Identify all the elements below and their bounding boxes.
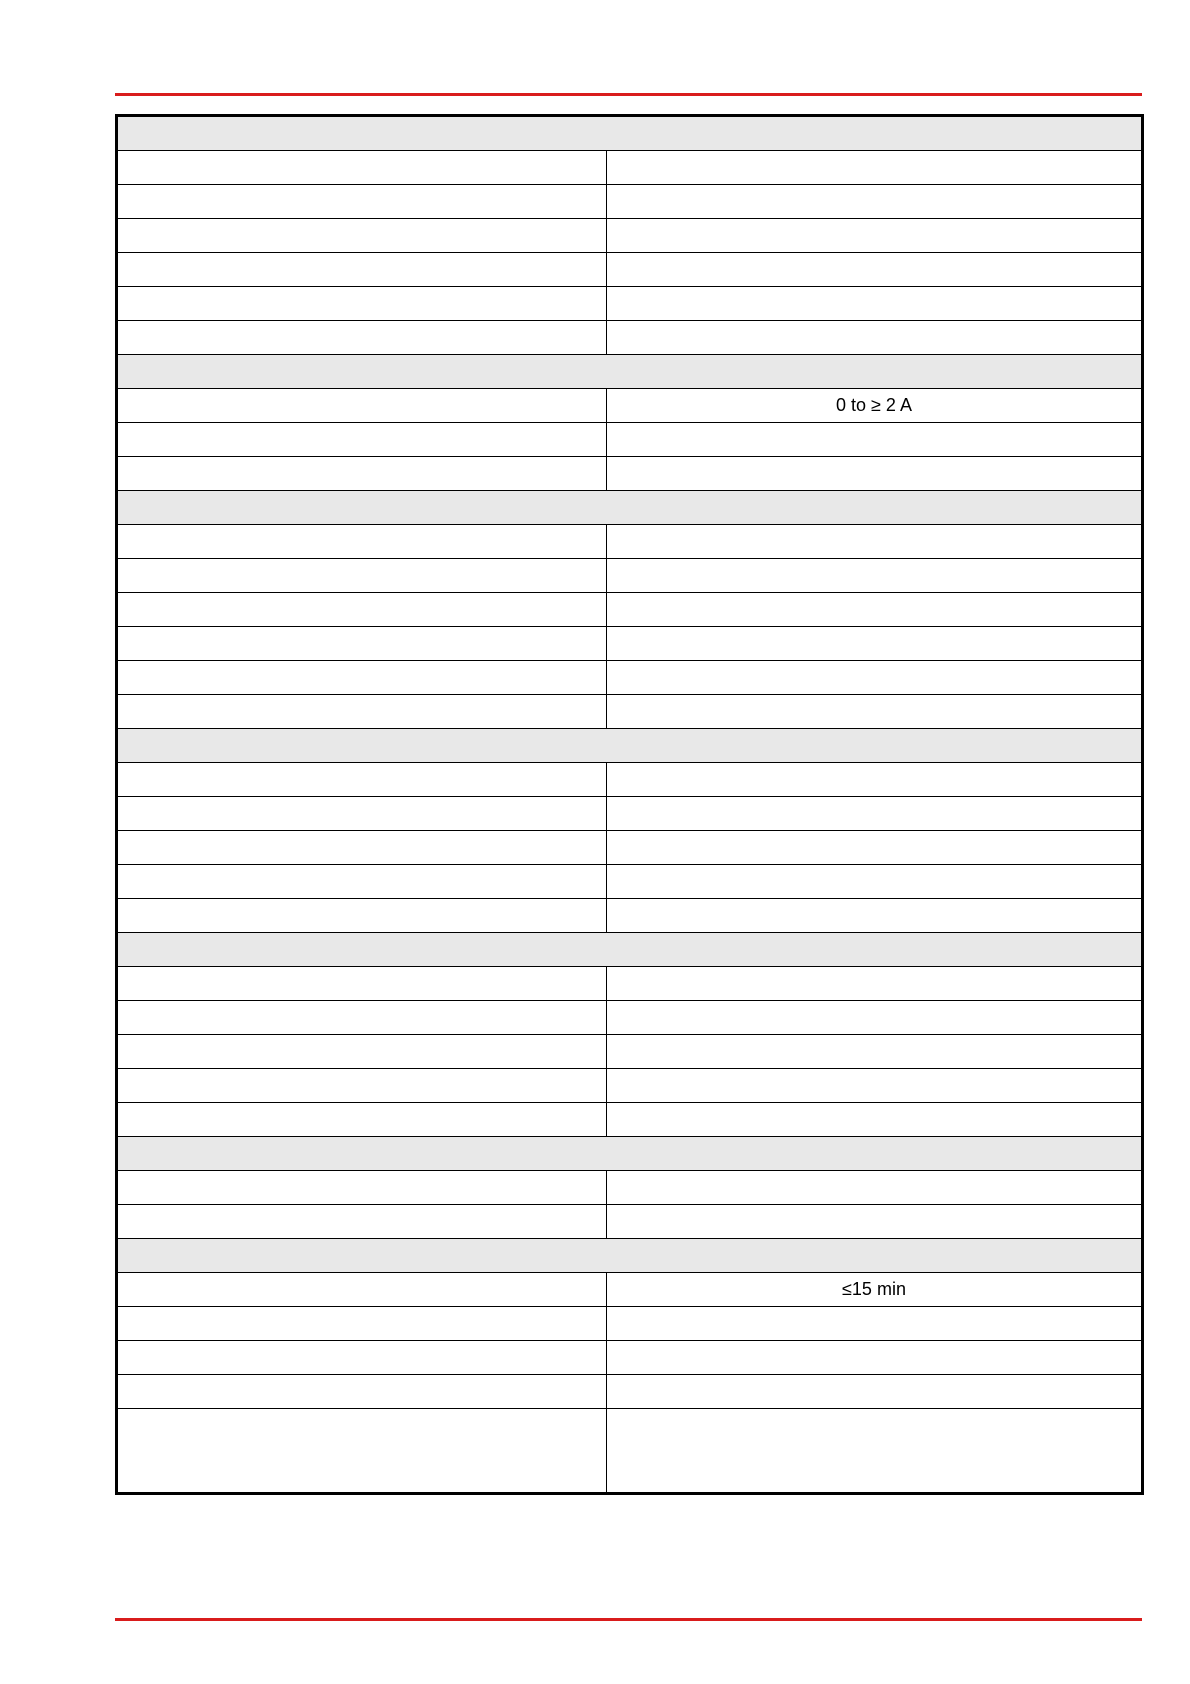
section-header-label <box>117 933 1143 967</box>
specifications-table <box>115 114 1144 1495</box>
section-header-row <box>117 729 1143 763</box>
spec-row <box>117 865 1143 899</box>
section-header-row <box>117 933 1143 967</box>
spec-row <box>117 1409 1143 1494</box>
spec-value-cell <box>607 899 1143 933</box>
spec-row <box>117 661 1143 695</box>
spec-parameter-cell <box>117 389 607 423</box>
spec-parameter-cell <box>117 1001 607 1035</box>
spec-parameter-cell <box>117 797 607 831</box>
section-header-row <box>117 1137 1143 1171</box>
spec-parameter-cell <box>117 185 607 219</box>
header-rule <box>115 93 1142 96</box>
spec-parameter-cell <box>117 1307 607 1341</box>
spec-value-cell: 0 to ≥ 2 A <box>607 389 1143 423</box>
spec-row <box>117 423 1143 457</box>
spec-parameter-cell <box>117 1035 607 1069</box>
spec-parameter-cell <box>117 457 607 491</box>
spec-value-cell <box>607 695 1143 729</box>
spec-row <box>117 1035 1143 1069</box>
spec-parameter-cell <box>117 559 607 593</box>
spec-row <box>117 695 1143 729</box>
spec-row <box>117 1375 1143 1409</box>
spec-value-cell <box>607 967 1143 1001</box>
spec-value-cell <box>607 627 1143 661</box>
spec-parameter-cell <box>117 695 607 729</box>
spec-value-cell <box>607 831 1143 865</box>
spec-value-cell <box>607 253 1143 287</box>
spec-parameter-cell <box>117 219 607 253</box>
section-header-label <box>117 1137 1143 1171</box>
spec-parameter-cell <box>117 1409 607 1494</box>
spec-parameter-cell <box>117 253 607 287</box>
spec-value-cell <box>607 1341 1143 1375</box>
spec-value-cell <box>607 151 1143 185</box>
spec-row <box>117 593 1143 627</box>
spec-row <box>117 1001 1143 1035</box>
spec-row <box>117 185 1143 219</box>
spec-row <box>117 151 1143 185</box>
spec-row <box>117 1273 1143 1307</box>
spec-row <box>117 1205 1143 1239</box>
spec-parameter-cell <box>117 423 607 457</box>
spec-row <box>117 253 1143 287</box>
section-header-label <box>117 491 1143 525</box>
spec-row <box>117 797 1143 831</box>
section-header-label <box>117 355 1143 389</box>
spec-value-cell <box>607 1069 1143 1103</box>
section-header-label <box>117 116 1143 151</box>
section-header-row <box>117 355 1143 389</box>
section-header-label <box>117 729 1143 763</box>
spec-value-cell <box>607 1171 1143 1205</box>
spec-value-cell <box>607 219 1143 253</box>
spec-parameter-cell <box>117 321 607 355</box>
spec-row <box>117 525 1143 559</box>
footer-rule <box>115 1618 1142 1621</box>
section-header-row <box>117 1239 1143 1273</box>
spec-value-cell <box>607 1375 1143 1409</box>
spec-row <box>117 457 1143 491</box>
spec-parameter-cell <box>117 627 607 661</box>
spec-value-cell <box>607 457 1143 491</box>
spec-row <box>117 1069 1143 1103</box>
section-header-row <box>117 116 1143 151</box>
spec-value-cell <box>607 1307 1143 1341</box>
spec-row <box>117 627 1143 661</box>
spec-parameter-cell <box>117 1205 607 1239</box>
spec-parameter-cell <box>117 831 607 865</box>
spec-value-cell <box>607 661 1143 695</box>
spec-value-cell <box>607 1001 1143 1035</box>
spec-value-cell <box>607 865 1143 899</box>
specifications-table-body <box>117 116 1143 1494</box>
spec-row <box>117 321 1143 355</box>
spec-parameter-cell <box>117 899 607 933</box>
spec-row <box>117 1103 1143 1137</box>
section-header-row <box>117 491 1143 525</box>
spec-parameter-cell <box>117 151 607 185</box>
spec-value-cell <box>607 287 1143 321</box>
spec-value-cell <box>607 1409 1143 1494</box>
spec-parameter-cell <box>117 763 607 797</box>
spec-parameter-cell <box>117 1171 607 1205</box>
spec-value-cell <box>607 423 1143 457</box>
spec-value-cell <box>607 763 1143 797</box>
spec-value-cell <box>607 1205 1143 1239</box>
spec-value-cell <box>607 185 1143 219</box>
spec-value-cell <box>607 1035 1143 1069</box>
spec-row <box>117 763 1143 797</box>
spec-parameter-cell <box>117 1103 607 1137</box>
spec-value-cell: ≤15 min <box>607 1273 1143 1307</box>
spec-row <box>117 219 1143 253</box>
spec-value-cell <box>607 593 1143 627</box>
spec-parameter-cell <box>117 287 607 321</box>
spec-row <box>117 559 1143 593</box>
spec-parameter-cell <box>117 593 607 627</box>
spec-value-cell <box>607 525 1143 559</box>
spec-row <box>117 1341 1143 1375</box>
spec-parameter-cell <box>117 1273 607 1307</box>
spec-parameter-cell <box>117 1375 607 1409</box>
spec-value-cell <box>607 559 1143 593</box>
spec-row <box>117 287 1143 321</box>
spec-row <box>117 1171 1143 1205</box>
spec-row <box>117 1307 1143 1341</box>
spec-value-cell <box>607 797 1143 831</box>
spec-row <box>117 389 1143 423</box>
spec-row <box>117 899 1143 933</box>
spec-parameter-cell <box>117 1341 607 1375</box>
section-header-label <box>117 1239 1143 1273</box>
spec-value-cell <box>607 1103 1143 1137</box>
spec-parameter-cell <box>117 525 607 559</box>
spec-parameter-cell <box>117 1069 607 1103</box>
spec-row <box>117 831 1143 865</box>
spec-parameter-cell <box>117 661 607 695</box>
spec-row <box>117 967 1143 1001</box>
spec-parameter-cell <box>117 865 607 899</box>
spec-value-cell <box>607 321 1143 355</box>
spec-parameter-cell <box>117 967 607 1001</box>
